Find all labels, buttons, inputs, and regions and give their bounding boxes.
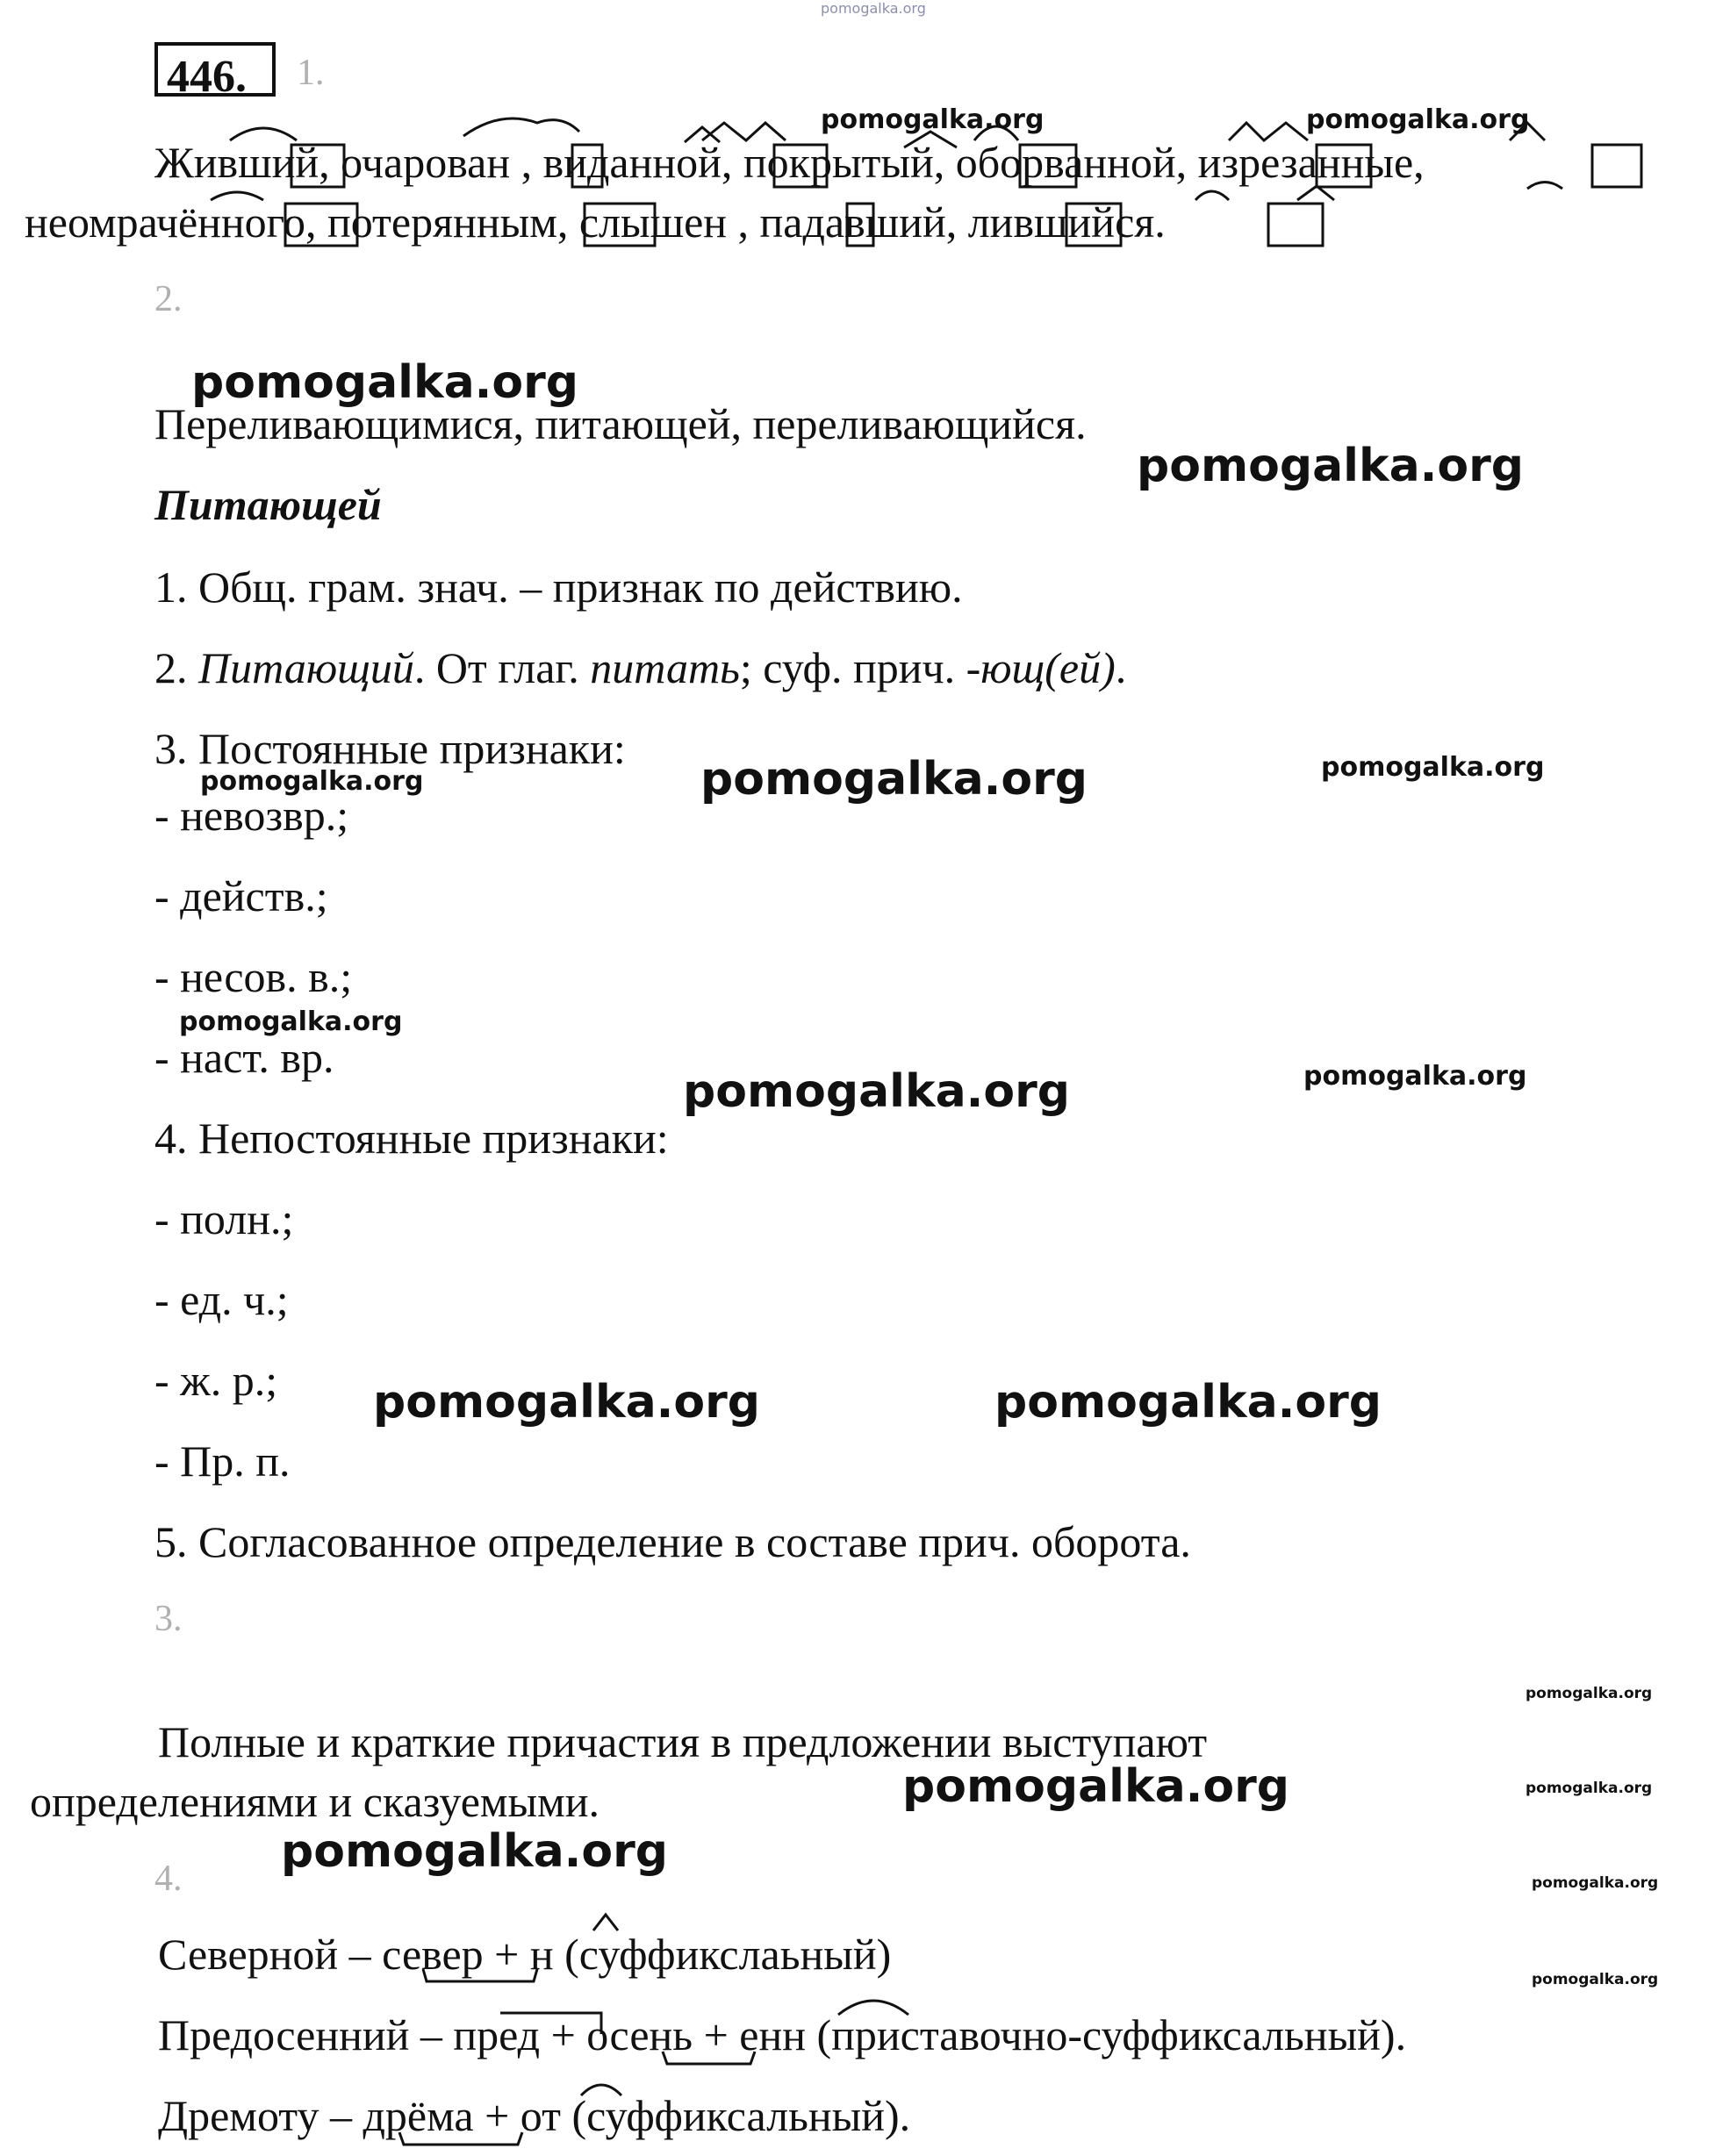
watermark: pomogalka.org xyxy=(683,1065,1071,1118)
nonconstant-feature: - ед. ч.; xyxy=(154,1275,289,1324)
constant-feature: - невозвр.; xyxy=(154,791,349,840)
part-2-point-5: 5. Согласованное определение в составе прич. оборота. xyxy=(154,1517,1191,1566)
watermark: pomogalka.org xyxy=(373,1376,761,1429)
part-2-sentence: Переливающимися, питающей, переливающийся. xyxy=(154,399,1087,448)
watermark: pomogalka.org xyxy=(821,104,1045,135)
watermark: pomogalka.org xyxy=(1321,752,1545,783)
p2-word: Питающий xyxy=(198,643,414,692)
nonconstant-feature: - ж. р.; xyxy=(154,1356,278,1405)
watermark: pomogalka.org xyxy=(191,356,579,409)
watermark: pomogalka.org xyxy=(1303,1061,1527,1092)
watermark: pomogalka.org xyxy=(1526,1780,1653,1797)
watermark: pomogalka.org xyxy=(179,1006,403,1037)
constant-feature: - наст. вр. xyxy=(154,1033,334,1082)
exercise-number-box xyxy=(154,42,276,102)
part-4-line: Предосенний – пред + осень + енн (приставочно-суффиксальный). xyxy=(158,2010,1407,2059)
nonconstant-feature: - полн.; xyxy=(154,1194,294,1243)
part-2-point-4: 4. Непостоянные признаки: xyxy=(154,1114,669,1163)
constant-feature: - действ.; xyxy=(154,871,328,920)
watermark: pomogalka.org xyxy=(902,1760,1290,1813)
watermark: pomogalka.org xyxy=(821,0,926,17)
watermark: pomogalka.org xyxy=(1532,1874,1659,1892)
watermark: pomogalka.org xyxy=(1137,440,1525,492)
part-3-line-2: определениями и сказуемыми. xyxy=(30,1777,600,1826)
part-2-point-3: 3. Постоянные признаки: xyxy=(154,724,626,773)
part-4-line: Северной – север + н (суффикслаьный) xyxy=(158,1930,892,1979)
p2-suffix: -ющ(ей) xyxy=(966,643,1116,692)
part-2-heading: Питающей xyxy=(154,480,382,529)
p2-a: 2. xyxy=(154,643,198,692)
p2-d: . xyxy=(1115,643,1127,692)
p2-verb: питать xyxy=(590,643,740,692)
part-1-number: 1. xyxy=(297,53,325,93)
part-2-point-2 xyxy=(154,643,1127,692)
part-2-number: 2. xyxy=(154,279,183,319)
exercise-number: 446. xyxy=(167,52,247,102)
watermark: pomogalka.org xyxy=(700,753,1088,806)
watermark: pomogalka.org xyxy=(1526,1685,1653,1702)
watermark: pomogalka.org xyxy=(994,1376,1382,1429)
p2-c: ; суф. прич. xyxy=(739,643,966,692)
watermark: pomogalka.org xyxy=(200,766,424,797)
watermark: pomogalka.org xyxy=(1532,1971,1659,1988)
part-1-line-2: неомрачённого, потерянным, слышен , падавший, лившийся. xyxy=(25,197,1166,247)
watermark: pomogalka.org xyxy=(1306,104,1530,135)
part-4-line: Дремоту – дрёма + от (суффиксальный). xyxy=(158,2091,911,2140)
part-2-point-1: 1. Общ. грам. знач. – признак по действию. xyxy=(154,562,963,612)
part-1-line-1: Живший, очарован , виданной, покрытый, оборванной, изрезанные, xyxy=(154,138,1425,187)
constant-feature: - несов. в.; xyxy=(154,952,353,1001)
nonconstant-feature: - Пр. п. xyxy=(154,1436,291,1486)
part-4-number: 4. xyxy=(154,1859,183,1899)
part-3-line-1: Полные и краткие причастия в предложении выступают xyxy=(158,1717,1208,1766)
part-3-number: 3. xyxy=(154,1599,183,1639)
p2-b: . От глаг. xyxy=(413,643,591,692)
watermark: pomogalka.org xyxy=(281,1825,669,1878)
